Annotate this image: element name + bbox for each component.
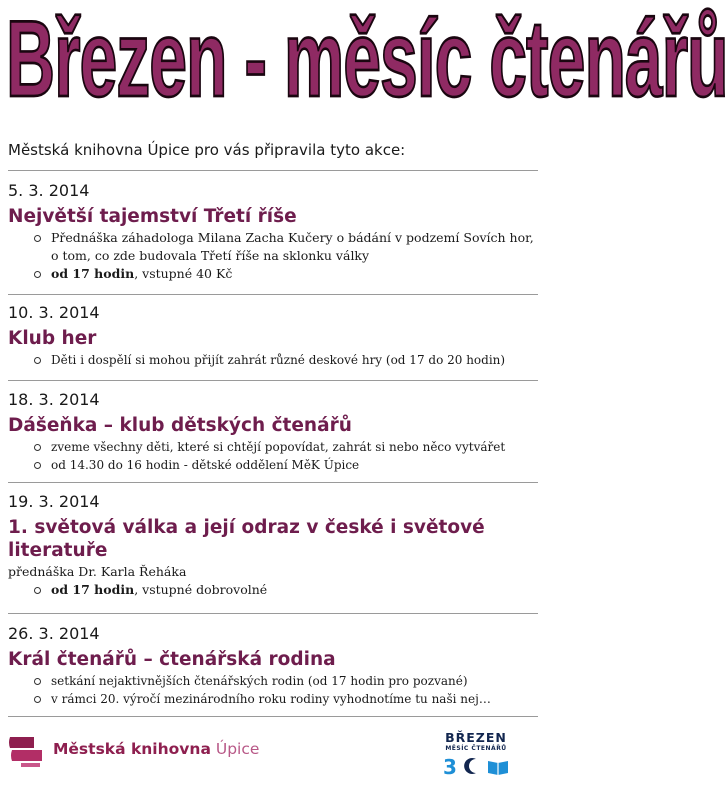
item-bold: od 17 hodin: [51, 582, 135, 597]
event-date: 10. 3. 2014: [8, 303, 100, 322]
event-date: 5. 3. 2014: [8, 181, 90, 200]
divider: [8, 716, 538, 717]
event-details: [8, 672, 538, 708]
event-5: [8, 623, 538, 708]
list-item: [34, 351, 538, 369]
item-text: Děti i dospělí si mohou přijít zahrát různé deskové hry (od 17 do 20 hodin): [51, 353, 506, 367]
item-text: v rámci 20. výročí mezinárodního roku rodiny vyhodnotíme tu naši nej…: [51, 692, 491, 706]
event-3: [8, 389, 538, 474]
event-2: [8, 302, 538, 369]
item-text: , vstupné 40 Kč: [134, 266, 233, 281]
event-date: 26. 3. 2014: [8, 624, 100, 643]
list-item: [34, 690, 538, 708]
item-text: od 14.30 do 16 hodin - dětské oddělení MěK Úpice: [51, 458, 360, 472]
campaign-icons: [442, 755, 512, 777]
event-subtitle: přednáška Dr. Karla Řeháka: [8, 564, 187, 579]
campaign-logo: [439, 731, 513, 781]
event-details: [8, 229, 538, 283]
campaign-title: BŘEZEN: [445, 730, 507, 745]
book-icon: [7, 733, 47, 769]
moon-icon: [464, 758, 476, 774]
list-item: [34, 229, 538, 265]
library-name: [53, 740, 259, 758]
divider: [8, 482, 538, 483]
list-item: [34, 581, 538, 599]
divider: [8, 170, 538, 171]
event-1: [8, 180, 538, 283]
list-item: [34, 672, 538, 690]
page-title-text: Březen - měsíc čtenářů: [6, 0, 728, 120]
event-details: [8, 581, 538, 599]
intro-text: Městská knihovna Úpice pro vás připravila tyto akce:: [8, 141, 406, 159]
campaign-digit: 3: [443, 755, 457, 779]
list-item: [34, 438, 538, 456]
campaign-subtitle: MĚSÍC ČTENÁŘŮ: [445, 745, 507, 752]
divider: [8, 613, 538, 614]
library-name-bold: Městská knihovna: [53, 740, 211, 758]
item-text: Přednáška záhadologa Milana Zacha Kučery o bádání v podzemí Sovích hor, o tom, co zde budovala Třetí říše na sklonku války: [51, 230, 534, 263]
item-text: , vstupné dobrovolné: [134, 582, 268, 597]
library-logo: [7, 733, 287, 769]
event-details: [8, 351, 538, 369]
event-date: 18. 3. 2014: [8, 390, 100, 409]
event-title: Klub her: [8, 328, 97, 349]
event-4: [8, 491, 538, 599]
event-title: Největší tajemství Třetí říše: [8, 206, 297, 227]
event-title: Dášeňka – klub dětských čtenářů: [8, 415, 352, 436]
item-bold: od 17 hodin: [51, 266, 135, 281]
event-details: [8, 438, 538, 474]
event-title: Král čtenářů – čtenářská rodina: [8, 649, 336, 670]
item-text: setkání nejaktivnějších čtenářských rodin (od 17 hodin pro pozvané): [51, 674, 468, 688]
item-text: zveme všechny děti, které si chtějí popovídat, zahrát si nebo něco vytvářet: [51, 440, 506, 454]
page-title: [6, 0, 728, 120]
list-item: [34, 456, 538, 474]
divider: [8, 380, 538, 381]
event-title: 1. světová válka a její odraz v české i světové literatuře: [8, 517, 485, 561]
list-item: [34, 265, 538, 283]
divider: [8, 294, 538, 295]
library-name-town: Úpice: [215, 740, 260, 758]
event-date: 19. 3. 2014: [8, 492, 100, 511]
